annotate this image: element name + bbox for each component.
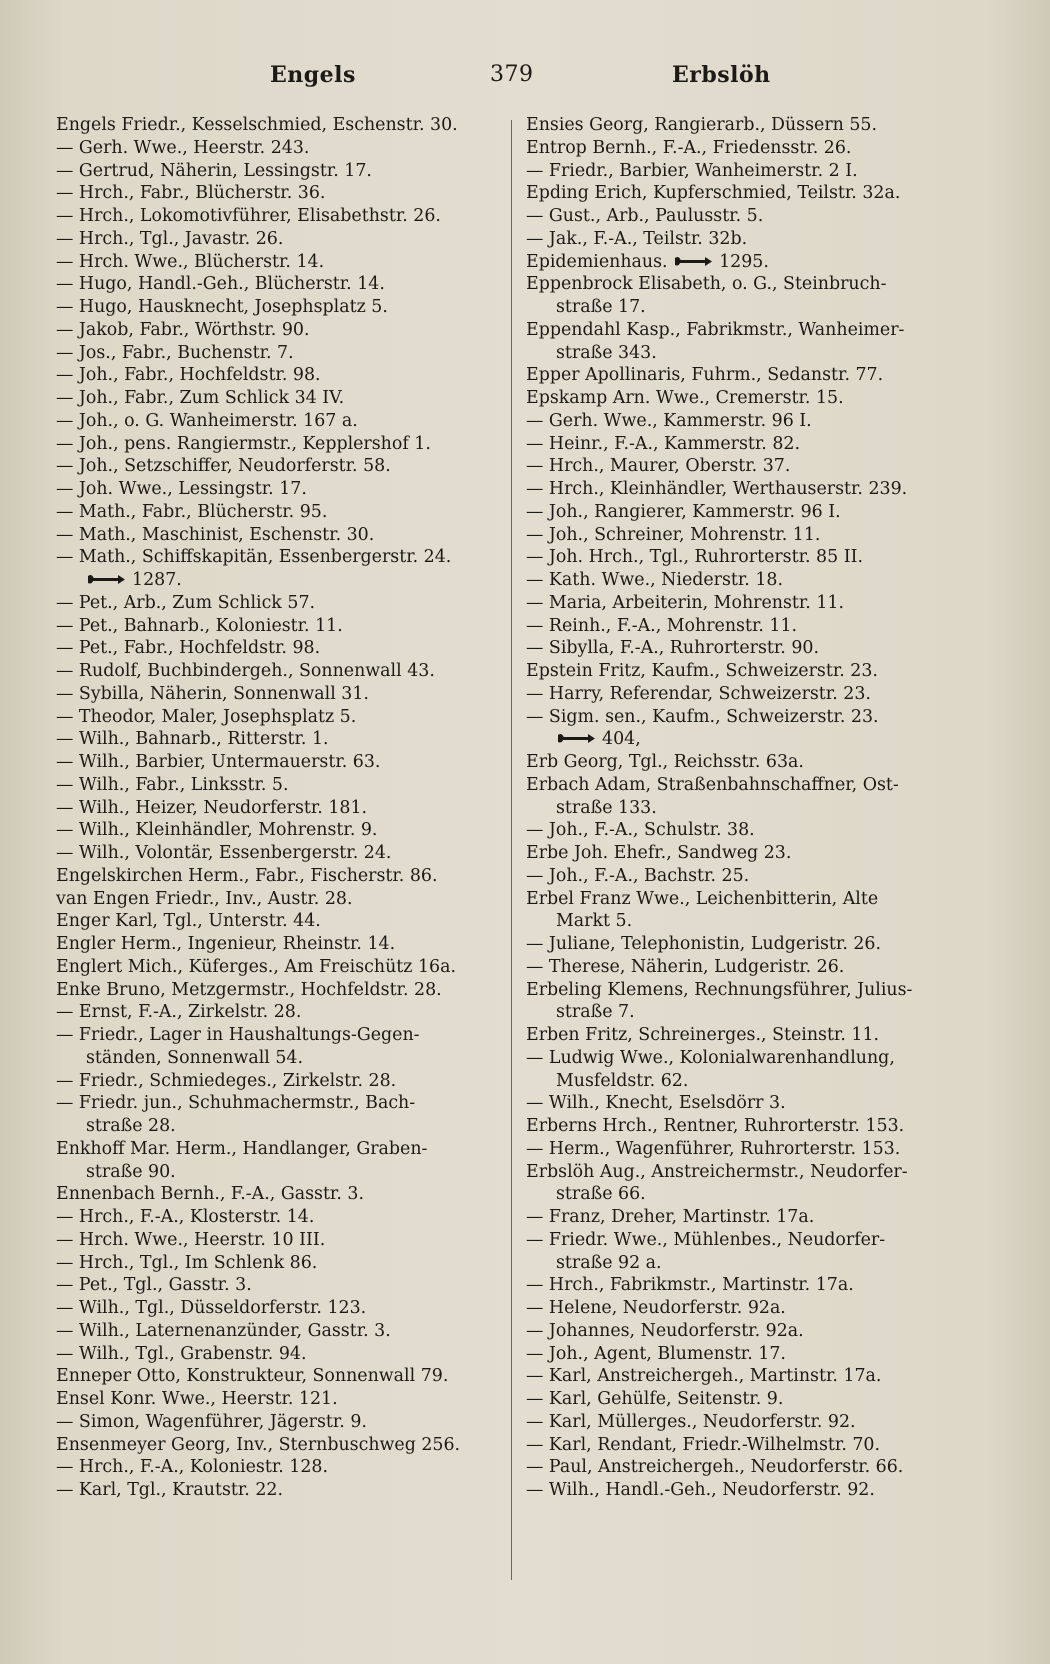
directory-entry: — Joh. Hrch., Tgl., Ruhrorterstr. 85 II. (526, 547, 863, 568)
directory-entry: — Herm., Wagenführer, Ruhrorterstr. 153. (526, 1138, 901, 1159)
directory-entry: — Rudolf, Buchbindergeh., Sonnenwall 43. (56, 661, 435, 681)
directory-entry: — Joh. Wwe., Lessingstr. 17. (56, 479, 307, 499)
directory-entry: Entrop Bernh., F.-A., Friedensstr. 26. (526, 137, 852, 158)
directory-entry: Enkhoff Mar. Herm., Handlanger, Graben- (56, 1138, 428, 1159)
directory-entry: — Hrch., F.-A., Klosterstr. 14. (56, 1207, 315, 1227)
directory-entry: Eppendahl Kasp., Fabrikmstr., Wanheimer- (526, 319, 905, 340)
directory-entry: — Hrch. Wwe., Blücherstr. 14. (56, 251, 325, 272)
directory-entry: Epskamp Arn. Wwe., Cremerstr. 15. (526, 388, 844, 408)
directory-entry: — Gerh. Wwe., Kammerstr. 96 I. (526, 410, 812, 431)
directory-entry: Epper Apollinaris, Fuhrm., Sedanstr. 77. (526, 365, 884, 386)
directory-entry: — Friedr. jun., Schuhmachermstr., Bach- (56, 1093, 416, 1114)
directory-entry: — Reinh., F.-A., Mohrenstr. 11. (526, 615, 798, 636)
phone-number-line (526, 728, 956, 751)
directory-entry: — Hugo, Handl.-Geh., Blücherstr. 14. (56, 274, 385, 295)
directory-entry: — Juliane, Telephonistin, Ludgeristr. 26. (526, 934, 882, 954)
directory-entry: — Hrch., Fabrikmstr., Martinstr. 17a. (526, 1275, 854, 1296)
directory-entry: Erbeling Klemens, Rechnungsführer, Julius- (526, 979, 913, 1000)
directory-entry: — Karl, Tgl., Krautstr. 22. (56, 1480, 283, 1500)
directory-entry: Erb Georg, Tgl., Reichsstr. 63a. (526, 752, 804, 772)
entry-continuation: ständen, Sonnenwall 54. (86, 1047, 304, 1068)
directory-entry: Erberns Hrch., Rentner, Ruhrorterstr. 153. (526, 1116, 905, 1136)
directory-entry: — Simon, Wagenführer, Jägerstr. 9. (56, 1411, 367, 1432)
directory-entry: — Ernst, F.-A., Zirkelstr. 28. (56, 1002, 302, 1023)
directory-entry: — Joh., F.-A., Schulstr. 38. (526, 820, 755, 841)
directory-entry: Erbach Adam, Straßenbahnschaffner, Ost- (526, 774, 899, 795)
left-column (56, 114, 496, 1502)
directory-entry: — Pet., Fabr., Hochfeldstr. 98. (56, 638, 321, 659)
directory-entry: — Hrch., F.-A., Koloniestr. 128. (56, 1457, 328, 1478)
phone-number: 1295. (719, 251, 769, 272)
entry-continuation: straße 90. (86, 1161, 176, 1182)
directory-entry: Ensenmeyer Georg, Inv., Sternbuschweg 256. (56, 1434, 461, 1455)
directory-entry (526, 251, 956, 274)
directory-entry: — Hugo, Hausknecht, Josephsplatz 5. (56, 297, 388, 317)
directory-entry: — Wilh., Laternenanzünder, Gasstr. 3. (56, 1320, 391, 1341)
directory-entry: — Joh., Fabr., Zum Schlick 34 IV. (56, 388, 345, 408)
directory-entry: — Sibylla, F.-A., Ruhrorterstr. 90. (526, 638, 820, 659)
directory-entry: Epding Erich, Kupferschmied, Teilstr. 32a. (526, 183, 901, 204)
directory-entry: Eppenbrock Elisabeth, o. G., Steinbruch- (526, 274, 887, 295)
directory-entry: — Wilh., Knecht, Eselsdörr 3. (526, 1093, 786, 1114)
directory-entry: — Pet., Bahnarb., Koloniestr. 11. (56, 615, 343, 636)
directory-entry: Erbel Franz Wwe., Leichenbitterin, Alte (526, 888, 879, 909)
directory-entry: van Engen Friedr., Inv., Austr. 28. (56, 888, 353, 909)
directory-entry: — Hrch., Fabr., Blücherstr. 36. (56, 183, 326, 204)
entry-continuation: straße 7. (556, 1002, 635, 1023)
entry-continuation: straße 66. (556, 1184, 646, 1205)
directory-entry: — Ludwig Wwe., Kolonialwarenhandlung, (526, 1047, 895, 1068)
directory-entry: — Sybilla, Näherin, Sonnenwall 31. (56, 683, 369, 704)
directory-entry: Ensies Georg, Rangierarb., Düssern 55. (526, 115, 878, 135)
directory-entry: Erben Fritz, Schreinerges., Steinstr. 11. (526, 1025, 880, 1045)
directory-entry: — Joh., Fabr., Hochfeldstr. 98. (56, 365, 321, 386)
phone-number: 404, (602, 729, 641, 750)
telephone-icon (86, 573, 126, 586)
directory-entry: Epstein Fritz, Kaufm., Schweizerstr. 23. (526, 661, 878, 681)
column-divider (511, 120, 512, 1580)
directory-entry: Engelskirchen Herm., Fabr., Fischerstr. 86. (56, 865, 438, 886)
directory-entry: Engler Herm., Ingenieur, Rheinstr. 14. (56, 934, 396, 954)
directory-entry: — Sigm. sen., Kaufm., Schweizerstr. 23. (526, 706, 879, 727)
directory-entry: — Wilh., Tgl., Grabenstr. 94. (56, 1343, 307, 1364)
directory-entry: — Hrch., Kleinhändler, Werthauserstr. 239. (526, 479, 908, 499)
entry-continuation: straße 133. (556, 797, 657, 818)
directory-entry: — Maria, Arbeiterin, Mohrenstr. 11. (526, 592, 844, 613)
telephone-icon (556, 732, 596, 745)
directory-entry: — Franz, Dreher, Martinstr. 17a. (526, 1207, 815, 1227)
page-header (0, 62, 1050, 96)
directory-entry: — Hrch. Wwe., Heerstr. 10 III. (56, 1229, 326, 1250)
directory-entry: — Karl, Müllerges., Neudorferstr. 92. (526, 1411, 856, 1432)
header-right-keyword: Erbslöh (672, 62, 771, 88)
entry-text: Epidemienhaus. (526, 251, 674, 272)
directory-entry: — Joh., Schreiner, Mohrenstr. 11. (526, 524, 821, 545)
directory-entry: — Wilh., Bahnarb., Ritterstr. 1. (56, 729, 329, 750)
directory-entry: — Friedr., Lager in Haushaltungs-Gegen- (56, 1025, 420, 1045)
directory-entry: — Friedr., Barbier, Wanheimerstr. 2 I. (526, 160, 858, 181)
directory-entry: — Johannes, Neudorferstr. 92a. (526, 1320, 804, 1341)
directory-entry: — Joh., Rangierer, Kammerstr. 96 I. (526, 501, 841, 522)
directory-entry: — Helene, Neudorferstr. 92a. (526, 1298, 786, 1318)
directory-entry: — Friedr., Schmiedeges., Zirkelstr. 28. (56, 1070, 397, 1091)
directory-entry: — Wilh., Kleinhändler, Mohrenstr. 9. (56, 820, 378, 841)
directory-entry: Englert Mich., Küferges., Am Freischütz 16a. (56, 956, 456, 977)
directory-entry: — Wilh., Heizer, Neudorferstr. 181. (56, 797, 368, 818)
entry-continuation: Markt 5. (556, 911, 633, 932)
directory-entry: — Heinr., F.-A., Kammerstr. 82. (526, 433, 801, 454)
directory-entry: — Wilh., Tgl., Düsseldorferstr. 123. (56, 1298, 367, 1318)
phone-number-line (56, 569, 496, 592)
directory-entry: Enger Karl, Tgl., Unterstr. 44. (56, 911, 321, 932)
directory-entry: — Math., Schiffskapitän, Essenbergerstr. 24. (56, 547, 452, 568)
directory-entry: Erbslöh Aug., Anstreichermstr., Neudorfer- (526, 1161, 908, 1182)
page-number: 379 (490, 62, 534, 87)
directory-entry: — Jos., Fabr., Buchenstr. 7. (56, 342, 294, 363)
directory-entry: — Joh., Setzschiffer, Neudorferstr. 58. (56, 456, 391, 477)
directory-entry: — Math., Maschinist, Eschenstr. 30. (56, 524, 375, 545)
directory-entry: Ensel Konr. Wwe., Heerstr. 121. (56, 1389, 338, 1409)
directory-entry: — Jakob, Fabr., Wörthstr. 90. (56, 319, 310, 340)
directory-entry: — Karl, Gehülfe, Seitenstr. 9. (526, 1389, 784, 1409)
directory-entry: Ennenbach Bernh., F.-A., Gasstr. 3. (56, 1184, 364, 1205)
directory-entry: — Jak., F.-A., Teilstr. 32b. (526, 228, 748, 249)
directory-entry: — Wilh., Barbier, Untermauerstr. 63. (56, 752, 381, 772)
directory-entry: — Paul, Anstreichergeh., Neudorferstr. 66. (526, 1457, 904, 1478)
right-column (526, 114, 956, 1502)
directory-entry: — Wilh., Fabr., Linksstr. 5. (56, 774, 289, 795)
directory-entry: — Joh., pens. Rangiermstr., Kepplershof 1. (56, 433, 431, 454)
directory-entry: — Wilh., Handl.-Geh., Neudorferstr. 92. (526, 1480, 875, 1500)
directory-entry: — Pet., Tgl., Gasstr. 3. (56, 1275, 252, 1296)
directory-entry: — Math., Fabr., Blücherstr. 95. (56, 501, 328, 522)
directory-entry: Enke Bruno, Metzgermstr., Hochfeldstr. 28. (56, 979, 442, 1000)
entry-continuation: straße 92 a. (556, 1252, 662, 1273)
telephone-icon (673, 255, 713, 268)
directory-entry: — Harry, Referendar, Schweizerstr. 23. (526, 683, 871, 704)
directory-entry: — Karl, Rendant, Friedr.-Wilhelmstr. 70. (526, 1434, 881, 1455)
directory-entry: — Joh., F.-A., Bachstr. 25. (526, 865, 750, 886)
entry-continuation: straße 343. (556, 342, 657, 363)
directory-entry: — Joh., o. G. Wanheimerstr. 167 a. (56, 410, 358, 431)
directory-entry: — Wilh., Volontär, Essenbergerstr. 24. (56, 843, 392, 863)
directory-entry: — Gertrud, Näherin, Lessingstr. 17. (56, 160, 372, 181)
directory-entry: — Karl, Anstreichergeh., Martinstr. 17a. (526, 1366, 882, 1387)
directory-entry: — Joh., Agent, Blumenstr. 17. (526, 1343, 786, 1364)
directory-entry: — Pet., Arb., Zum Schlick 57. (56, 592, 316, 613)
directory-entry: Erbe Joh. Ehefr., Sandweg 23. (526, 843, 792, 863)
directory-entry: — Gust., Arb., Paulusstr. 5. (526, 206, 764, 226)
directory-entry: — Friedr. Wwe., Mühlenbes., Neudorfer- (526, 1229, 886, 1250)
directory-entry: — Kath. Wwe., Niederstr. 18. (526, 570, 783, 590)
directory-entry: — Hrch., Tgl., Im Schlenk 86. (56, 1252, 318, 1273)
directory-entry: — Theodor, Maler, Josephsplatz 5. (56, 706, 357, 727)
entry-continuation: straße 28. (86, 1116, 176, 1136)
phone-number: 1287. (132, 570, 182, 590)
directory-entry: — Hrch., Tgl., Javastr. 26. (56, 228, 284, 249)
entry-continuation: Musfeldstr. 62. (556, 1070, 689, 1091)
entry-continuation: straße 17. (556, 297, 646, 317)
directory-entry: Enneper Otto, Konstrukteur, Sonnenwall 79. (56, 1366, 449, 1387)
directory-entry: — Hrch., Lokomotivführer, Elisabethstr. 26. (56, 206, 441, 226)
directory-entry: Engels Friedr., Kesselschmied, Eschenstr. 30. (56, 115, 458, 135)
directory-entry: — Therese, Näherin, Ludgeristr. 26. (526, 956, 845, 977)
header-left-keyword: Engels (270, 62, 356, 88)
directory-entry: — Hrch., Maurer, Oberstr. 37. (526, 456, 791, 477)
directory-entry: — Gerh. Wwe., Heerstr. 243. (56, 137, 310, 158)
